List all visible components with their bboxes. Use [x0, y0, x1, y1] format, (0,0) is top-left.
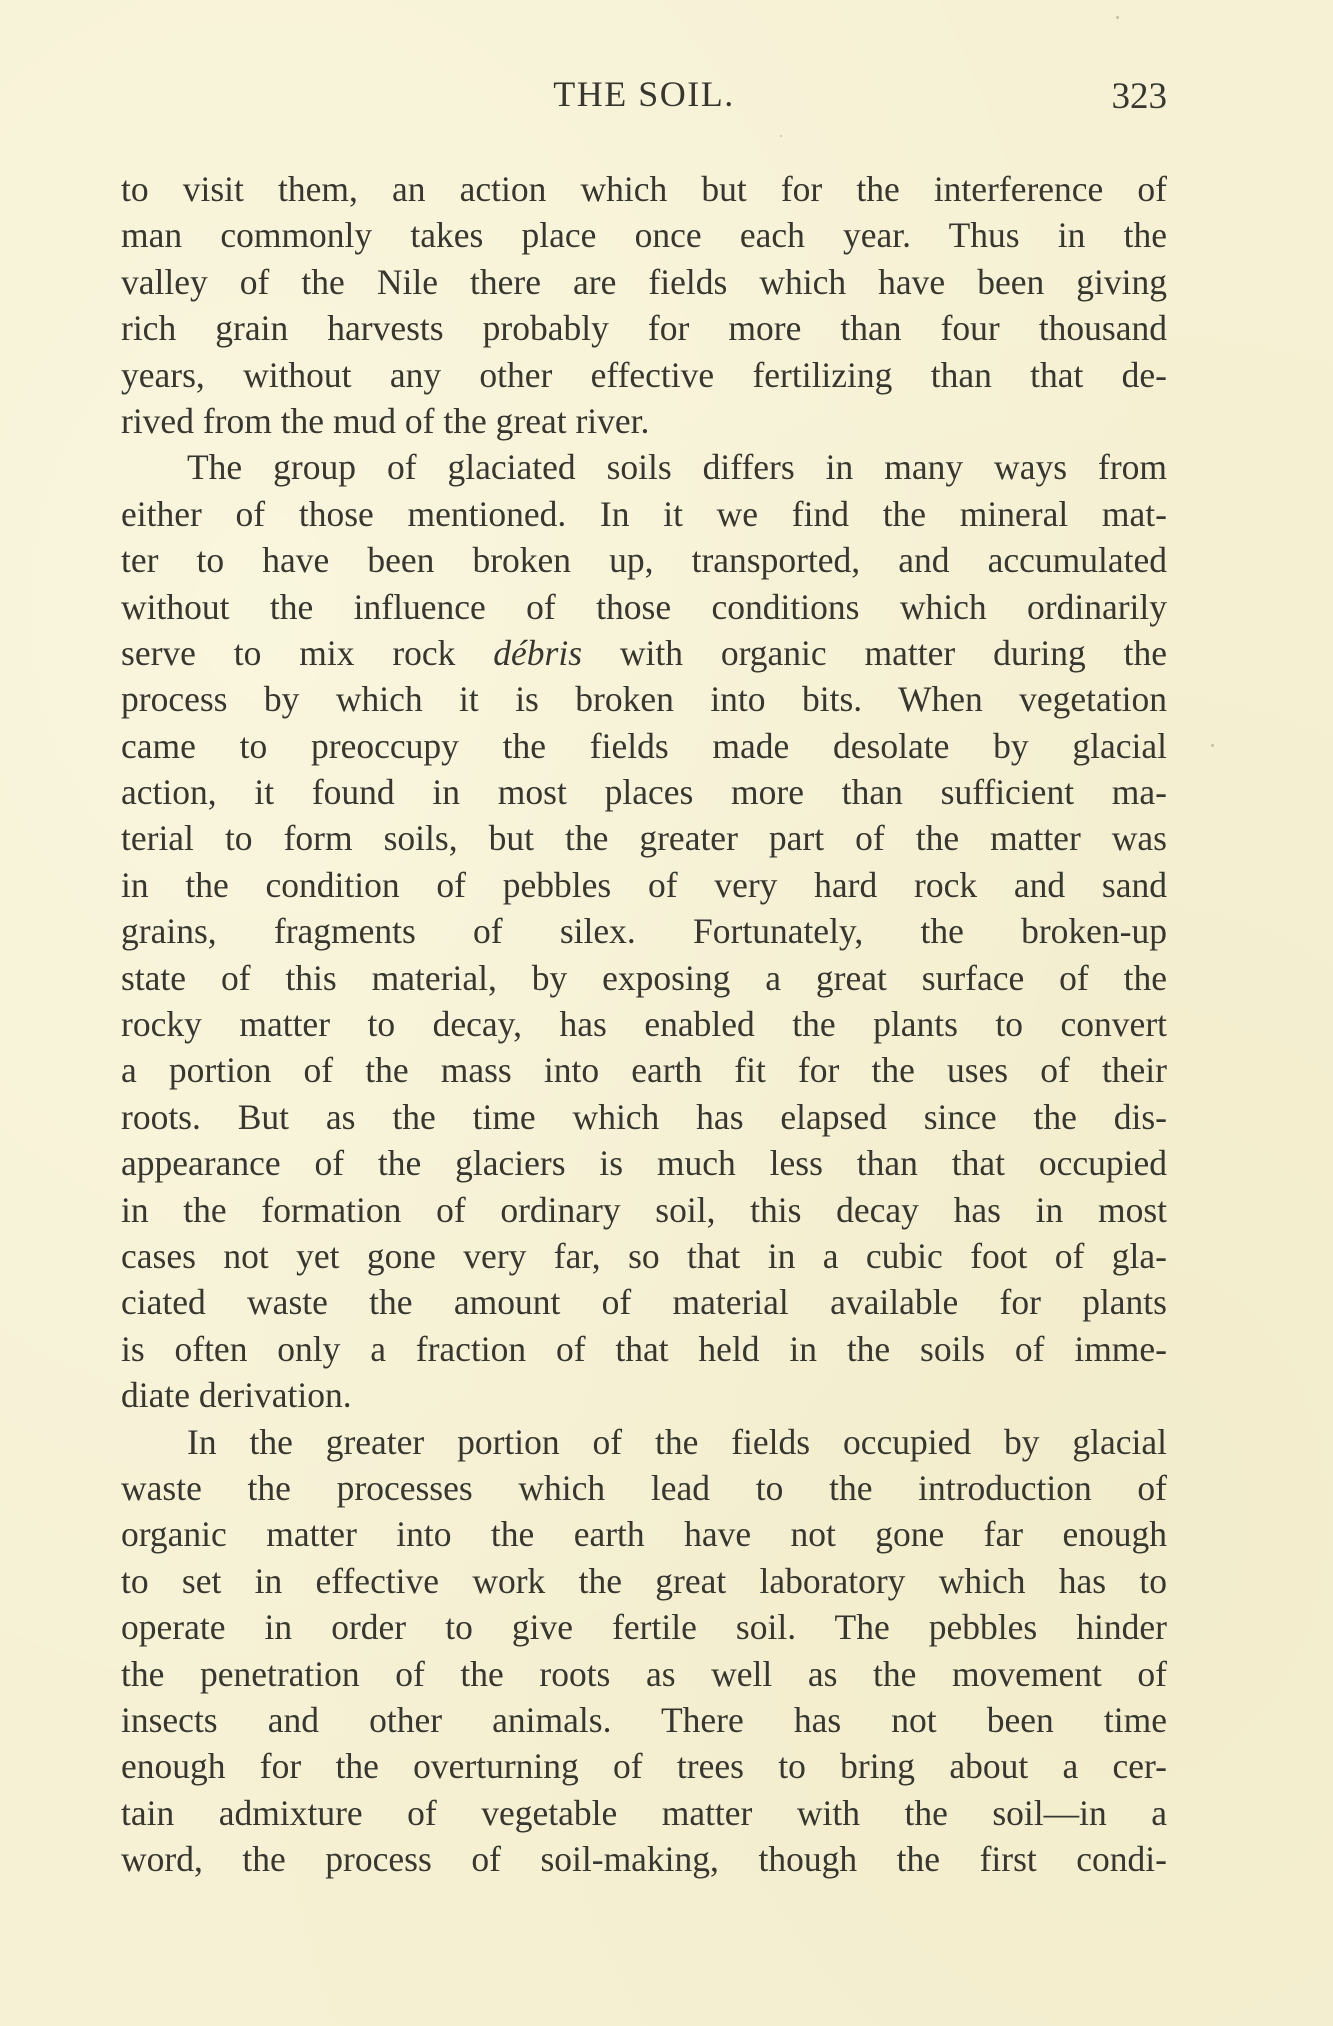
text-line-content: rocky matter to decay, has enabled the plants to convert [121, 1004, 1167, 1045]
text-line [121, 212, 1167, 258]
text-line [121, 1001, 1167, 1047]
text-line-content: In the greater portion of the fields occupied by glacial [187, 1421, 1167, 1462]
text-line [121, 1279, 1167, 1325]
text-line-content: man commonly takes place once each year. Thus in the [121, 215, 1167, 256]
text-line-content: ciated waste the amount of material available for plants [121, 1282, 1167, 1323]
text-line-content: either of those mentioned. In it we find the mineral mat- [121, 493, 1167, 534]
text-line [121, 1419, 1167, 1465]
text-line [121, 305, 1167, 351]
text-line [121, 1651, 1167, 1697]
text-line-content: waste the processes which lead to the introduction of [121, 1467, 1167, 1508]
text-line-content: state of this material, by exposing a great surface of the [121, 957, 1167, 998]
running-head [121, 72, 1167, 116]
text-line [121, 1372, 1167, 1418]
text-line-content: ter to have been broken up, transported, and accumulated [121, 540, 1167, 581]
text-line [121, 1558, 1167, 1604]
text-line-content [121, 630, 1167, 676]
text-run: serve to mix rock [121, 632, 494, 673]
text-line [121, 862, 1167, 908]
text-line [121, 1836, 1167, 1882]
text-line-content: grains, fragments of silex. Fortunately, the broken-up [121, 911, 1167, 952]
text-line [121, 352, 1167, 398]
text-line [121, 398, 1167, 444]
text-line [121, 1094, 1167, 1140]
text-line [121, 1743, 1167, 1789]
text-line-content: process by which it is broken into bits. When vegetation [121, 679, 1167, 720]
italic-term: débris [493, 632, 583, 673]
text-line [121, 1140, 1167, 1186]
text-line-content: the penetration of the roots as well as the movement of [121, 1653, 1167, 1694]
text-line-content: enough for the overturning of trees to bring about a cer- [121, 1746, 1167, 1787]
text-line-content: is often only a fraction of that held in the soils of imme- [121, 1328, 1167, 1369]
text-line [121, 1233, 1167, 1279]
paper-speck [780, 135, 782, 137]
text-line-content: diate derivation. [121, 1375, 352, 1416]
text-line-content: a portion of the mass into earth fit for the uses of their [121, 1050, 1167, 1091]
text-line [121, 1697, 1167, 1743]
text-line-content: without the influence of those conditions which ordinarily [121, 586, 1167, 627]
text-line-content: rich grain harvests probably for more than four thousand [121, 308, 1167, 349]
text-line [121, 1047, 1167, 1093]
text-line-content: rived from the mud of the great river. [121, 400, 650, 441]
text-line-content: roots. But as the time which has elapsed since the dis- [121, 1096, 1167, 1137]
text-line [121, 1465, 1167, 1511]
text-line [121, 1326, 1167, 1372]
text-line-content: valley of the Nile there are fields which have been giving [121, 261, 1167, 302]
text-line-content: terial to form soils, but the greater part of the matter was [121, 818, 1167, 859]
text-line-content: word, the process of soil-making, though the first condi- [121, 1839, 1167, 1880]
text-line [121, 259, 1167, 305]
text-line [121, 676, 1167, 722]
running-title: THE SOIL. [553, 74, 735, 114]
text-line-content: cases not yet gone very far, so that in a cubic foot of gla- [121, 1235, 1167, 1276]
text-line [121, 584, 1167, 630]
text-line [121, 1511, 1167, 1557]
text-line-content: appearance of the glaciers is much less than that occupied [121, 1143, 1167, 1184]
text-line-content: organic matter into the earth have not gone far enough [121, 1514, 1167, 1555]
text-line-content: to set in effective work the great laboratory which has to [121, 1560, 1167, 1601]
text-line-content: action, it found in most places more than sufficient ma- [121, 772, 1167, 813]
text-line-content: insects and other animals. There has not been time [121, 1699, 1167, 1740]
text-line [121, 1187, 1167, 1233]
text-line-content: in the formation of ordinary soil, this decay has in most [121, 1189, 1167, 1230]
text-line [121, 769, 1167, 815]
text-line [121, 955, 1167, 1001]
text-line [121, 1790, 1167, 1836]
paper-speck [1116, 16, 1119, 19]
body-text [121, 166, 1167, 1882]
text-line-content: in the condition of pebbles of very hard rock and sand [121, 864, 1167, 905]
text-line [121, 630, 1167, 676]
text-line [121, 537, 1167, 583]
text-line-content: tain admixture of vegetable matter with the soil—in a [121, 1792, 1167, 1833]
page-number: 323 [1111, 76, 1167, 117]
text-line-content: The group of glaciated soils differs in many ways from [187, 447, 1167, 488]
text-line [121, 491, 1167, 537]
text-line [121, 1604, 1167, 1650]
text-run: with organic matter during the [582, 632, 1167, 673]
text-line [121, 815, 1167, 861]
text-line [121, 444, 1167, 490]
text-line-content: operate in order to give fertile soil. The pebbles hinder [121, 1607, 1167, 1648]
text-line [121, 166, 1167, 212]
text-line-content: to visit them, an action which but for the interference of [121, 169, 1167, 209]
text-line [121, 908, 1167, 954]
text-line [121, 723, 1167, 769]
text-line-content: years, without any other effective fertilizing than that de- [121, 354, 1167, 395]
paper-speck [1211, 744, 1214, 747]
text-line-content: came to preoccupy the fields made desolate by glacial [121, 725, 1167, 766]
